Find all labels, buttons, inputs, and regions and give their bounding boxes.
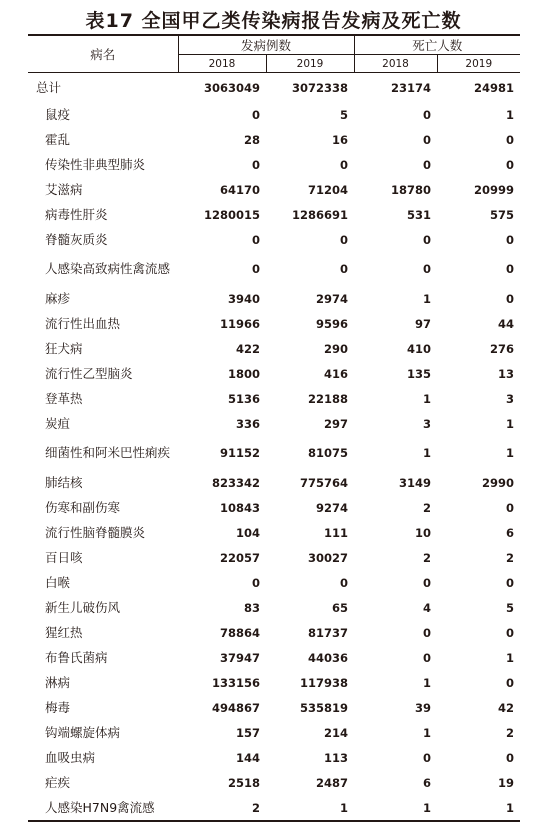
table-row xyxy=(28,695,520,720)
table-row xyxy=(28,670,520,695)
deaths-2019-cell: 2990 xyxy=(482,475,515,490)
table-body xyxy=(28,73,520,822)
deaths-2018-cell: 0 xyxy=(423,232,432,247)
cases-2018-cell: 144 xyxy=(235,750,260,765)
cases-2019-cell: 1286691 xyxy=(292,207,349,222)
cases-2018-cell: 64170 xyxy=(219,182,260,197)
table-row xyxy=(28,361,520,386)
cases-2018-cell: 422 xyxy=(235,341,260,356)
disease-name-cell: 白喉 xyxy=(45,574,71,590)
table-row xyxy=(28,73,520,103)
deaths-2018-cell: 0 xyxy=(423,157,432,172)
table-row xyxy=(28,177,520,202)
cases-2019-cell: 0 xyxy=(340,232,349,247)
deaths-2019-cell: 1 xyxy=(506,107,515,122)
cases-2018-cell: 2 xyxy=(178,795,266,821)
disease-name-cell: 麻疹 xyxy=(45,290,71,306)
cases-2018-cell: 37947 xyxy=(219,650,260,665)
disease-name-cell: 细菌性和阿米巴性痢疾 xyxy=(45,445,171,460)
deaths-2019-cell: 1 xyxy=(506,446,515,460)
deaths-2018-cell: 2 xyxy=(423,500,432,515)
disease-name-cell: 流行性脑脊髓膜炎 xyxy=(45,524,146,540)
table-row xyxy=(28,720,520,745)
cases-2018-cell: 0 xyxy=(251,575,260,590)
cases-2019-cell: 775764 xyxy=(300,475,349,490)
deaths-2019-cell: 5 xyxy=(506,600,515,615)
deaths-2018-cell: 10 xyxy=(415,525,432,540)
disease-name-cell: 新生儿破伤风 xyxy=(45,599,121,615)
cases-2018-cell: 823342 xyxy=(211,475,260,490)
cases-2018-cell: 1800 xyxy=(227,366,260,381)
disease-name-cell: 狂犬病 xyxy=(45,340,83,356)
deaths-2018-cell: 1 xyxy=(423,446,432,460)
deaths-2018-cell: 0 xyxy=(423,625,432,640)
cases-2019-cell: 30027 xyxy=(308,550,349,565)
deaths-2018-cell: 1 xyxy=(423,291,432,306)
cases-2019-cell: 44036 xyxy=(308,650,349,665)
cases-2019-cell: 71204 xyxy=(308,182,349,197)
cases-2019-cell: 117938 xyxy=(300,675,349,690)
disease-name-cell: 人感染高致病性禽流感 xyxy=(45,261,171,276)
deaths-2018-cell: 97 xyxy=(415,316,432,331)
cases-2019-cell: 1 xyxy=(266,795,354,821)
deaths-group-header: 死亡人数 xyxy=(354,35,520,55)
cases-2019-cell: 16 xyxy=(332,132,349,147)
cases-2018-cell: 0 xyxy=(251,157,260,172)
deaths-2018-cell: 135 xyxy=(407,366,432,381)
cases-2019-cell: 81075 xyxy=(308,446,349,460)
deaths-2019-cell: 0 xyxy=(506,675,515,690)
cases-2018-cell: 5136 xyxy=(227,391,260,406)
disease-name-cell: 布鲁氏菌病 xyxy=(45,649,108,665)
cases-2019-cell: 0 xyxy=(340,575,349,590)
deaths-2018-header: 2018 xyxy=(354,55,437,73)
cases-2019-cell: 535819 xyxy=(300,700,349,715)
cases-2019-cell: 297 xyxy=(324,416,349,431)
cases-2018-cell: 11966 xyxy=(219,316,260,331)
deaths-2018-cell: 3149 xyxy=(399,475,432,490)
table-row xyxy=(28,227,520,252)
deaths-2018-cell: 0 xyxy=(423,262,432,276)
table-row xyxy=(28,470,520,495)
table-row xyxy=(28,795,520,821)
cases-2019-cell: 111 xyxy=(324,525,349,540)
cases-2018-cell: 3940 xyxy=(227,291,260,306)
disease-name-cell: 百日咳 xyxy=(45,549,83,565)
disease-name-cell: 鼠疫 xyxy=(45,106,71,122)
disease-name-cell: 血吸虫病 xyxy=(45,749,96,765)
disease-name-cell: 钩端螺旋体病 xyxy=(45,724,121,740)
cases-2018-cell: 104 xyxy=(235,525,260,540)
deaths-2019-cell: 1 xyxy=(437,795,520,821)
page-title: 表17 全国甲乙类传染病报告发病及死亡数 xyxy=(85,10,462,32)
deaths-2018-cell: 1 xyxy=(423,391,432,406)
table-row xyxy=(28,495,520,520)
table-row xyxy=(28,202,520,227)
disease-name-cell: 伤寒和副伤寒 xyxy=(45,499,121,515)
deaths-2019-cell: 0 xyxy=(506,132,515,147)
deaths-2019-cell: 0 xyxy=(506,750,515,765)
cases-2018-cell: 0 xyxy=(251,232,260,247)
table-row xyxy=(28,620,520,645)
table-row xyxy=(28,127,520,152)
deaths-2018-cell: 1 xyxy=(423,725,432,740)
table-row xyxy=(28,745,520,770)
disease-name-cell: 霍乱 xyxy=(45,131,71,147)
disease-name-cell: 传染性非典型肺炎 xyxy=(45,156,146,172)
deaths-2019-cell: 19 xyxy=(498,775,515,790)
table-row xyxy=(28,411,520,436)
cases-2019-cell: 3072338 xyxy=(292,80,349,95)
table-row xyxy=(28,286,520,311)
deaths-2019-cell: 6 xyxy=(506,525,515,540)
disease-name-cell: 炭疽 xyxy=(45,415,71,431)
table-row xyxy=(28,645,520,670)
deaths-2018-cell: 4 xyxy=(423,600,432,615)
table-row xyxy=(28,570,520,595)
deaths-2019-cell: 1 xyxy=(506,416,515,431)
deaths-2019-cell: 0 xyxy=(506,291,515,306)
deaths-2018-cell: 3 xyxy=(423,416,432,431)
deaths-2019-cell: 13 xyxy=(498,366,515,381)
table-row xyxy=(28,386,520,411)
table-row xyxy=(28,520,520,545)
deaths-2019-cell: 575 xyxy=(490,207,515,222)
deaths-2019-cell: 1 xyxy=(506,650,515,665)
cases-2019-cell: 22188 xyxy=(308,391,349,406)
disease-name-cell: 登革热 xyxy=(45,390,83,406)
cases-2019-cell: 416 xyxy=(324,366,349,381)
table-row xyxy=(28,336,520,361)
disease-name-header: 病名 xyxy=(28,35,178,73)
cases-2019-cell: 5 xyxy=(340,107,349,122)
deaths-2019-cell: 2 xyxy=(506,725,515,740)
cases-2019-cell: 2487 xyxy=(316,775,349,790)
deaths-2019-cell: 20999 xyxy=(474,182,515,197)
cases-2018-cell: 22057 xyxy=(219,550,260,565)
deaths-2018-cell: 18780 xyxy=(391,182,432,197)
disease-name-cell: 总计 xyxy=(36,79,62,95)
deaths-2018-cell: 23174 xyxy=(391,80,432,95)
cases-2019-cell: 214 xyxy=(324,725,349,740)
disease-name-cell: 梅毒 xyxy=(45,699,71,715)
table-row xyxy=(28,595,520,620)
table-row xyxy=(28,436,520,470)
deaths-2018-cell: 410 xyxy=(407,341,432,356)
disease-name-cell: 肺结核 xyxy=(45,474,83,490)
cases-2018-cell: 336 xyxy=(235,416,260,431)
table-row xyxy=(28,152,520,177)
cases-2018-cell: 83 xyxy=(243,600,260,615)
table-row xyxy=(28,545,520,570)
cases-2018-cell: 1280015 xyxy=(203,207,260,222)
cases-2019-cell: 81737 xyxy=(308,625,349,640)
cases-2019-header: 2019 xyxy=(266,55,354,73)
cases-2018-cell: 10843 xyxy=(219,500,260,515)
deaths-2019-cell: 0 xyxy=(506,500,515,515)
deaths-2019-cell: 0 xyxy=(506,575,515,590)
disease-name-cell: 脊髓灰质炎 xyxy=(45,231,108,247)
cases-2019-cell: 0 xyxy=(340,262,349,276)
deaths-2019-cell: 0 xyxy=(506,157,515,172)
cases-2018-cell: 494867 xyxy=(211,700,260,715)
cases-group-header: 发病例数 xyxy=(178,35,354,55)
cases-2018-cell: 0 xyxy=(251,262,260,276)
table-row xyxy=(28,252,520,286)
deaths-2018-cell: 0 xyxy=(423,575,432,590)
cases-2019-cell: 9274 xyxy=(316,500,349,515)
disease-name-cell: 病毒性肝炎 xyxy=(45,206,108,222)
cases-2018-cell: 0 xyxy=(251,107,260,122)
cases-2019-cell: 113 xyxy=(324,750,349,765)
deaths-2019-cell: 3 xyxy=(506,391,515,406)
disease-name-cell: 流行性乙型脑炎 xyxy=(45,365,133,381)
cases-2019-cell: 290 xyxy=(324,341,349,356)
deaths-2019-cell: 42 xyxy=(498,700,515,715)
disease-name-cell: 流行性出血热 xyxy=(45,315,121,331)
cases-2018-cell: 157 xyxy=(235,725,260,740)
deaths-2018-cell: 0 xyxy=(423,650,432,665)
deaths-2018-cell: 0 xyxy=(423,107,432,122)
table-row xyxy=(28,311,520,336)
deaths-2019-cell: 2 xyxy=(506,550,515,565)
deaths-2018-cell: 1 xyxy=(354,795,437,821)
deaths-2018-cell: 6 xyxy=(423,775,432,790)
disease-name-cell: 淋病 xyxy=(45,674,71,690)
disease-name-cell: 疟疾 xyxy=(45,774,71,790)
deaths-2019-cell: 0 xyxy=(506,232,515,247)
deaths-2019-cell: 276 xyxy=(490,341,515,356)
deaths-2018-cell: 0 xyxy=(423,132,432,147)
table-row xyxy=(28,102,520,127)
cases-2019-cell: 2974 xyxy=(316,291,349,306)
cases-2018-cell: 2518 xyxy=(227,775,260,790)
cases-2018-header: 2018 xyxy=(178,55,266,73)
disease-name-cell: 猩红热 xyxy=(45,624,83,640)
deaths-2019-cell: 0 xyxy=(506,262,515,276)
cases-2018-cell: 91152 xyxy=(219,446,260,460)
deaths-2018-cell: 1 xyxy=(423,675,432,690)
cases-2018-cell: 133156 xyxy=(211,675,260,690)
disease-stats-table xyxy=(28,34,520,822)
cases-2018-cell: 28 xyxy=(243,132,260,147)
cases-2019-cell: 0 xyxy=(340,157,349,172)
cases-2019-cell: 65 xyxy=(332,600,349,615)
deaths-2019-header: 2019 xyxy=(437,55,520,73)
deaths-2019-cell: 44 xyxy=(498,316,515,331)
deaths-2019-cell: 24981 xyxy=(474,80,515,95)
cases-2019-cell: 9596 xyxy=(316,316,349,331)
disease-name-cell: 艾滋病 xyxy=(45,181,83,197)
deaths-2018-cell: 531 xyxy=(407,207,432,222)
table-row xyxy=(28,770,520,795)
cases-2018-cell: 3063049 xyxy=(203,80,260,95)
disease-name-cell: 人感染H7N9禽流感 xyxy=(28,795,178,821)
deaths-2018-cell: 0 xyxy=(423,750,432,765)
deaths-2018-cell: 2 xyxy=(423,550,432,565)
deaths-2019-cell: 0 xyxy=(506,625,515,640)
cases-2018-cell: 78864 xyxy=(219,625,260,640)
deaths-2018-cell: 39 xyxy=(415,700,432,715)
